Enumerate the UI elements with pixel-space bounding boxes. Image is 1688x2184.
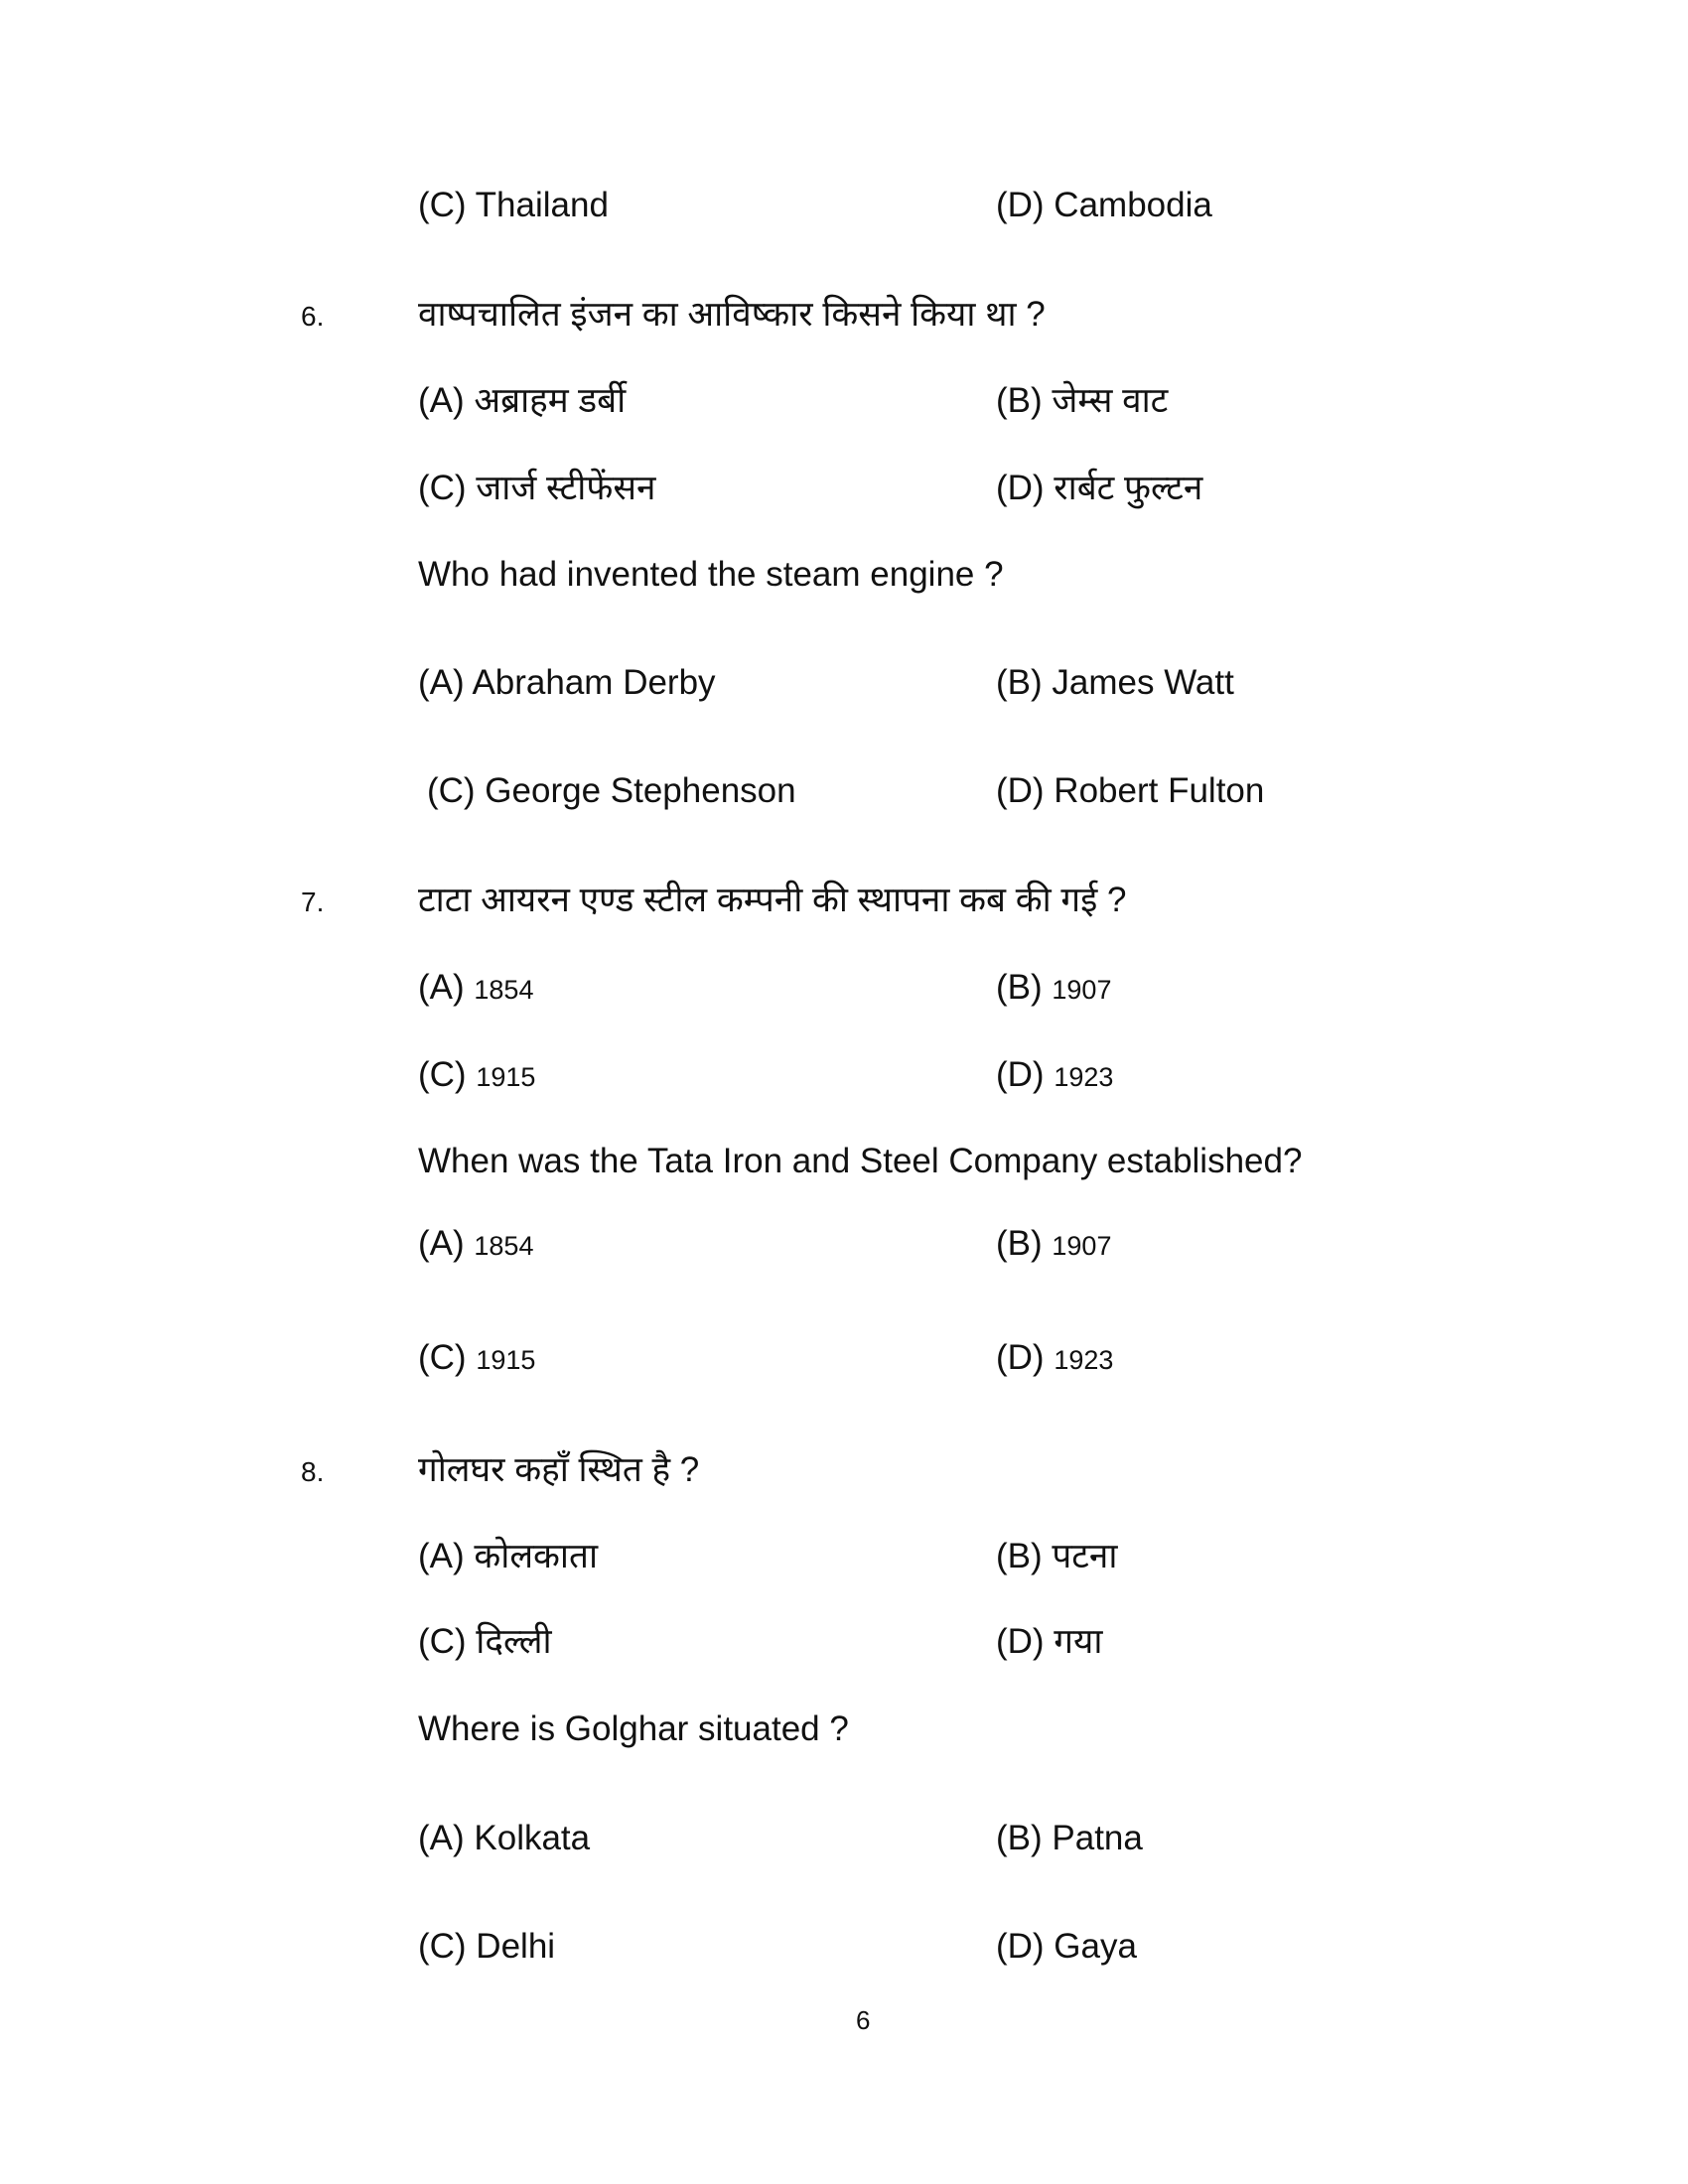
english-option-c: (C) Delhi <box>418 1927 556 1966</box>
hindi-option-c: (C) दिल्ली <box>418 1622 552 1661</box>
english-option-b: (B) James Watt <box>996 663 1234 702</box>
hindi-option-a: (A) अब्राहम डर्बी <box>418 381 627 420</box>
option-d: (D) Cambodia <box>996 186 1212 224</box>
english-question: When was the Tata Iron and Steel Company established? <box>418 1142 1303 1180</box>
english-option-c: (C) George Stephenson <box>427 771 796 810</box>
hindi-option-c: (C) 1915 <box>418 1055 536 1094</box>
hindi-option-a: (A) कोलकाता <box>418 1537 599 1575</box>
english-option-c: (C) 1915 <box>418 1338 536 1377</box>
question-number: 8. <box>301 1456 325 1487</box>
hindi-option-d: (D) रार्बट फुल्टन <box>996 469 1203 507</box>
english-question: Who had invented the steam engine ? <box>418 555 1004 594</box>
english-option-a: (A) Kolkata <box>418 1819 591 1857</box>
option-c: (C) Thailand <box>418 186 609 224</box>
english-option-b: (B) Patna <box>996 1819 1143 1857</box>
english-option-a: (A) Abraham Derby <box>418 663 716 702</box>
english-question: Where is Golghar situated ? <box>418 1709 849 1748</box>
english-option-d: (D) Gaya <box>996 1927 1137 1966</box>
hindi-question: गोलघर कहाँ स्थित है ? <box>418 1450 700 1489</box>
hindi-option-b: (B) 1907 <box>996 968 1112 1007</box>
hindi-option-b: (B) जेम्स वाट <box>996 381 1169 420</box>
hindi-question: वाष्पचालित इंजन का आविष्कार किसने किया था ? <box>418 295 1046 334</box>
english-option-b: (B) 1907 <box>996 1224 1112 1263</box>
hindi-option-a: (A) 1854 <box>418 968 534 1007</box>
english-option-d: (D) 1923 <box>996 1338 1114 1377</box>
hindi-option-d: (D) गया <box>996 1622 1103 1661</box>
hindi-option-b: (B) पटना <box>996 1537 1118 1575</box>
english-option-a: (A) 1854 <box>418 1224 534 1263</box>
hindi-option-d: (D) 1923 <box>996 1055 1114 1094</box>
question-number: 6. <box>301 301 325 332</box>
page-number: 6 <box>856 2005 871 2035</box>
hindi-option-c: (C) जार्ज स्टीफेंसन <box>418 469 656 507</box>
english-option-d: (D) Robert Fulton <box>996 771 1265 810</box>
question-number: 7. <box>301 887 325 917</box>
hindi-question: टाटा आयरन एण्ड स्टील कम्पनी की स्थापना कब की गई ? <box>418 881 1127 919</box>
